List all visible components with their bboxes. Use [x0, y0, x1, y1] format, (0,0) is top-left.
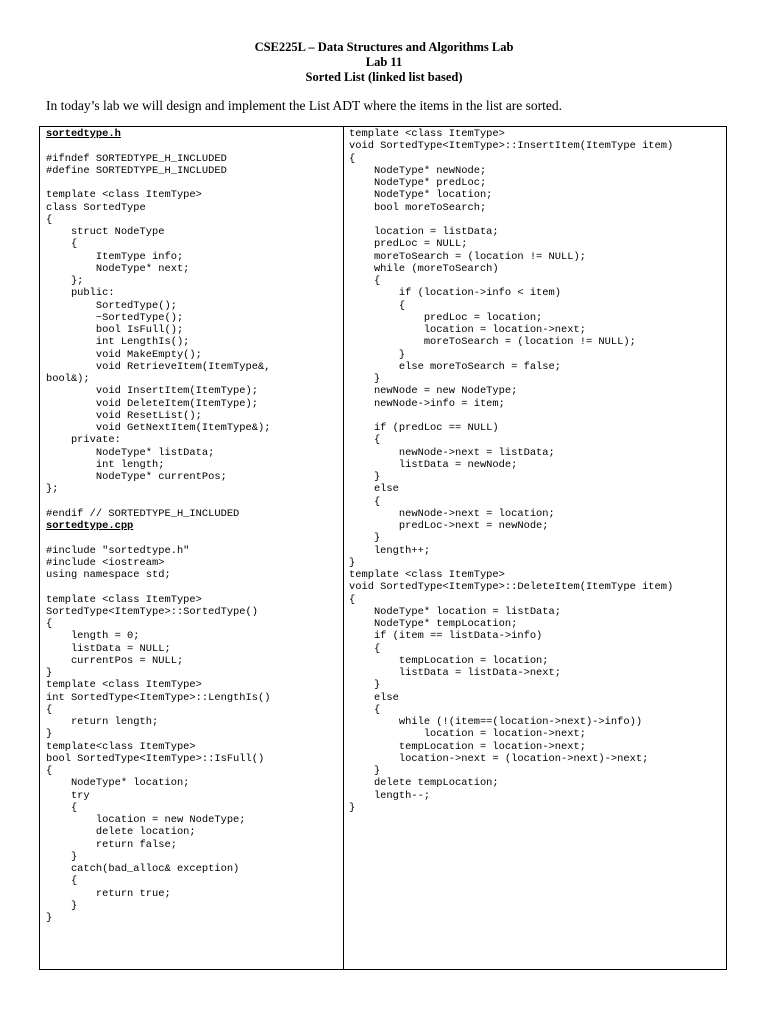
code-line: {: [349, 299, 406, 312]
code-line: template<class ItemType>: [46, 740, 196, 753]
code-line: }: [46, 899, 78, 912]
code-line: void ResetList();: [46, 409, 202, 422]
code-line: bool IsFull();: [46, 324, 184, 336]
code-line: else: [349, 691, 399, 704]
code-line: [46, 496, 342, 508]
code-line: }: [349, 765, 381, 777]
code-line: void SortedType<ItemType>::DeleteItem(ItemType item): [349, 581, 674, 594]
code-line: if (location->info < item): [349, 287, 562, 300]
code-line: NodeType* listData;: [46, 446, 215, 459]
code-line: newNode->next = listData;: [349, 446, 555, 459]
code-line: catch(bad_alloc& exception): [46, 863, 240, 875]
code-line: [46, 140, 342, 152]
code-line: #ifndef SORTEDTYPE_H_INCLUDED: [46, 152, 227, 165]
code-column-right: [349, 128, 725, 814]
code-line: length--;: [349, 789, 431, 802]
column-divider: [343, 127, 344, 969]
code-line: ~SortedType();: [46, 311, 184, 324]
code-line: struct NodeType: [46, 226, 165, 238]
code-line: }: [46, 912, 53, 924]
code-line: SortedType<ItemType>::SortedType(): [46, 605, 259, 618]
code-line: return length;: [46, 716, 159, 728]
code-line: try: [46, 789, 90, 802]
code-line: [46, 581, 342, 593]
code-line: NodeType* location;: [46, 777, 190, 790]
code-line: }: [46, 728, 53, 741]
code-line: NodeType* location = listData;: [349, 605, 562, 618]
code-line: };: [46, 483, 59, 496]
code-line: predLoc->next = newNode;: [349, 520, 549, 532]
code-line: {: [46, 703, 53, 716]
code-line: newNode->next = location;: [349, 507, 555, 520]
code-line: }: [349, 556, 356, 569]
code-line: #endif // SORTEDTYPE_H_INCLUDED: [46, 507, 240, 520]
code-line: location = listData;: [349, 226, 499, 238]
code-line: {: [46, 801, 78, 814]
code-line: delete location;: [46, 826, 196, 839]
code-line: delete tempLocation;: [349, 777, 499, 790]
code-line: currentPos = NULL;: [46, 654, 184, 667]
code-line: {: [349, 642, 381, 655]
code-line: {: [349, 593, 356, 606]
code-line: void InsertItem(ItemType);: [46, 385, 259, 398]
code-line: listData = NULL;: [46, 642, 171, 655]
code-line: {: [46, 875, 78, 888]
code-line: while (!(item==(location->next)->info)): [349, 716, 643, 728]
code-line: tempLocation = location;: [349, 654, 549, 667]
code-line: {: [349, 152, 356, 165]
code-line: }: [349, 532, 381, 545]
code-line: template <class ItemType>: [46, 189, 202, 202]
code-line: {: [46, 213, 53, 226]
code-line: [46, 532, 342, 544]
code-line: tempLocation = location->next;: [349, 740, 586, 753]
code-line: {: [46, 238, 78, 251]
course-title: CSE225L – Data Structures and Algorithms Lab: [254, 40, 514, 54]
code-line: location->next = (location->next)->next;: [349, 752, 649, 765]
code-line: {: [349, 434, 381, 447]
code-line: }: [349, 679, 381, 692]
code-line: else: [349, 483, 399, 496]
code-line: #include <iostream>: [46, 556, 165, 569]
code-line: moreToSearch = (location != NULL);: [349, 250, 586, 263]
code-line: bool SortedType<ItemType>::IsFull(): [46, 752, 265, 765]
code-line: public:: [46, 287, 115, 300]
file-heading: sortedtype.h: [46, 128, 121, 140]
code-line: NodeType* newNode;: [349, 164, 487, 177]
code-line: {: [349, 703, 381, 716]
code-line: [349, 410, 725, 422]
code-line: moreToSearch = (location != NULL);: [349, 336, 636, 349]
code-line: void GetNextItem(ItemType&);: [46, 422, 271, 434]
code-line: }: [349, 348, 406, 361]
code-line: return false;: [46, 838, 177, 851]
code-line: predLoc = location;: [349, 311, 543, 324]
code-line: }: [349, 373, 381, 385]
code-line: void RetrieveItem(ItemType&,: [46, 360, 271, 373]
code-line: location = new NodeType;: [46, 814, 246, 826]
code-line: bool&);: [46, 373, 90, 385]
code-line: NodeType* location;: [349, 189, 493, 202]
code-line: {: [46, 618, 53, 630]
code-line: }: [46, 667, 53, 679]
code-line: class SortedType: [46, 201, 146, 214]
code-line: location = location->next;: [349, 324, 586, 336]
code-line: void SortedType<ItemType>::InsertItem(ItemType item): [349, 140, 674, 153]
file-heading: sortedtype.cpp: [46, 520, 134, 532]
code-line: location = location->next;: [349, 728, 586, 741]
code-line: template <class ItemType>: [349, 128, 505, 140]
code-line: if (predLoc == NULL): [349, 422, 499, 434]
code-line: void DeleteItem(ItemType);: [46, 397, 259, 410]
code-line: {: [46, 765, 53, 777]
code-line: template <class ItemType>: [46, 593, 202, 606]
code-line: newNode = new NodeType;: [349, 385, 518, 398]
code-line: #include "sortedtype.h": [46, 544, 190, 557]
code-line: int SortedType<ItemType>::LengthIs(): [46, 691, 271, 704]
code-line: int LengthIs();: [46, 336, 190, 349]
code-line: using namespace std;: [46, 569, 171, 581]
code-line: newNode->info = item;: [349, 397, 505, 410]
code-line: bool moreToSearch;: [349, 201, 487, 214]
code-line: while (moreToSearch): [349, 262, 499, 275]
code-line: int length;: [46, 458, 165, 471]
code-line: }: [349, 471, 381, 483]
code-line: [349, 214, 725, 226]
code-line: NodeType* predLoc;: [349, 177, 487, 189]
code-table: [39, 126, 727, 970]
code-line: template <class ItemType>: [46, 679, 202, 692]
code-line: ItemType info;: [46, 250, 184, 263]
code-line: if (item == listData->info): [349, 630, 543, 643]
code-line: [46, 177, 342, 189]
code-line: NodeType* currentPos;: [46, 471, 227, 483]
code-column-left: [46, 128, 342, 924]
code-line: SortedType();: [46, 299, 177, 312]
code-line: };: [46, 275, 84, 287]
code-line: }: [46, 850, 78, 863]
code-line: listData = newNode;: [349, 458, 518, 471]
code-line: }: [349, 801, 356, 814]
code-line: {: [349, 275, 381, 287]
lab-topic: Sorted List (linked list based): [305, 70, 463, 84]
code-line: {: [349, 495, 381, 508]
code-line: length++;: [349, 544, 431, 557]
code-line: else moreToSearch = false;: [349, 360, 562, 373]
code-line: private:: [46, 434, 121, 447]
code-line: void MakeEmpty();: [46, 348, 202, 361]
document-header: [0, 40, 768, 85]
lab-number: Lab 11: [365, 55, 403, 69]
code-line: template <class ItemType>: [349, 569, 505, 581]
code-line: length = 0;: [46, 630, 140, 643]
code-line: return true;: [46, 887, 171, 900]
code-line: predLoc = NULL;: [349, 238, 468, 251]
code-line: #define SORTEDTYPE_H_INCLUDED: [46, 164, 227, 177]
intro-paragraph: In today’s lab we will design and implement the List ADT where the items in the list are sorted.: [46, 98, 563, 113]
code-line: NodeType* tempLocation;: [349, 618, 518, 630]
code-line: NodeType* next;: [46, 262, 190, 275]
code-line: listData = listData->next;: [349, 667, 562, 679]
